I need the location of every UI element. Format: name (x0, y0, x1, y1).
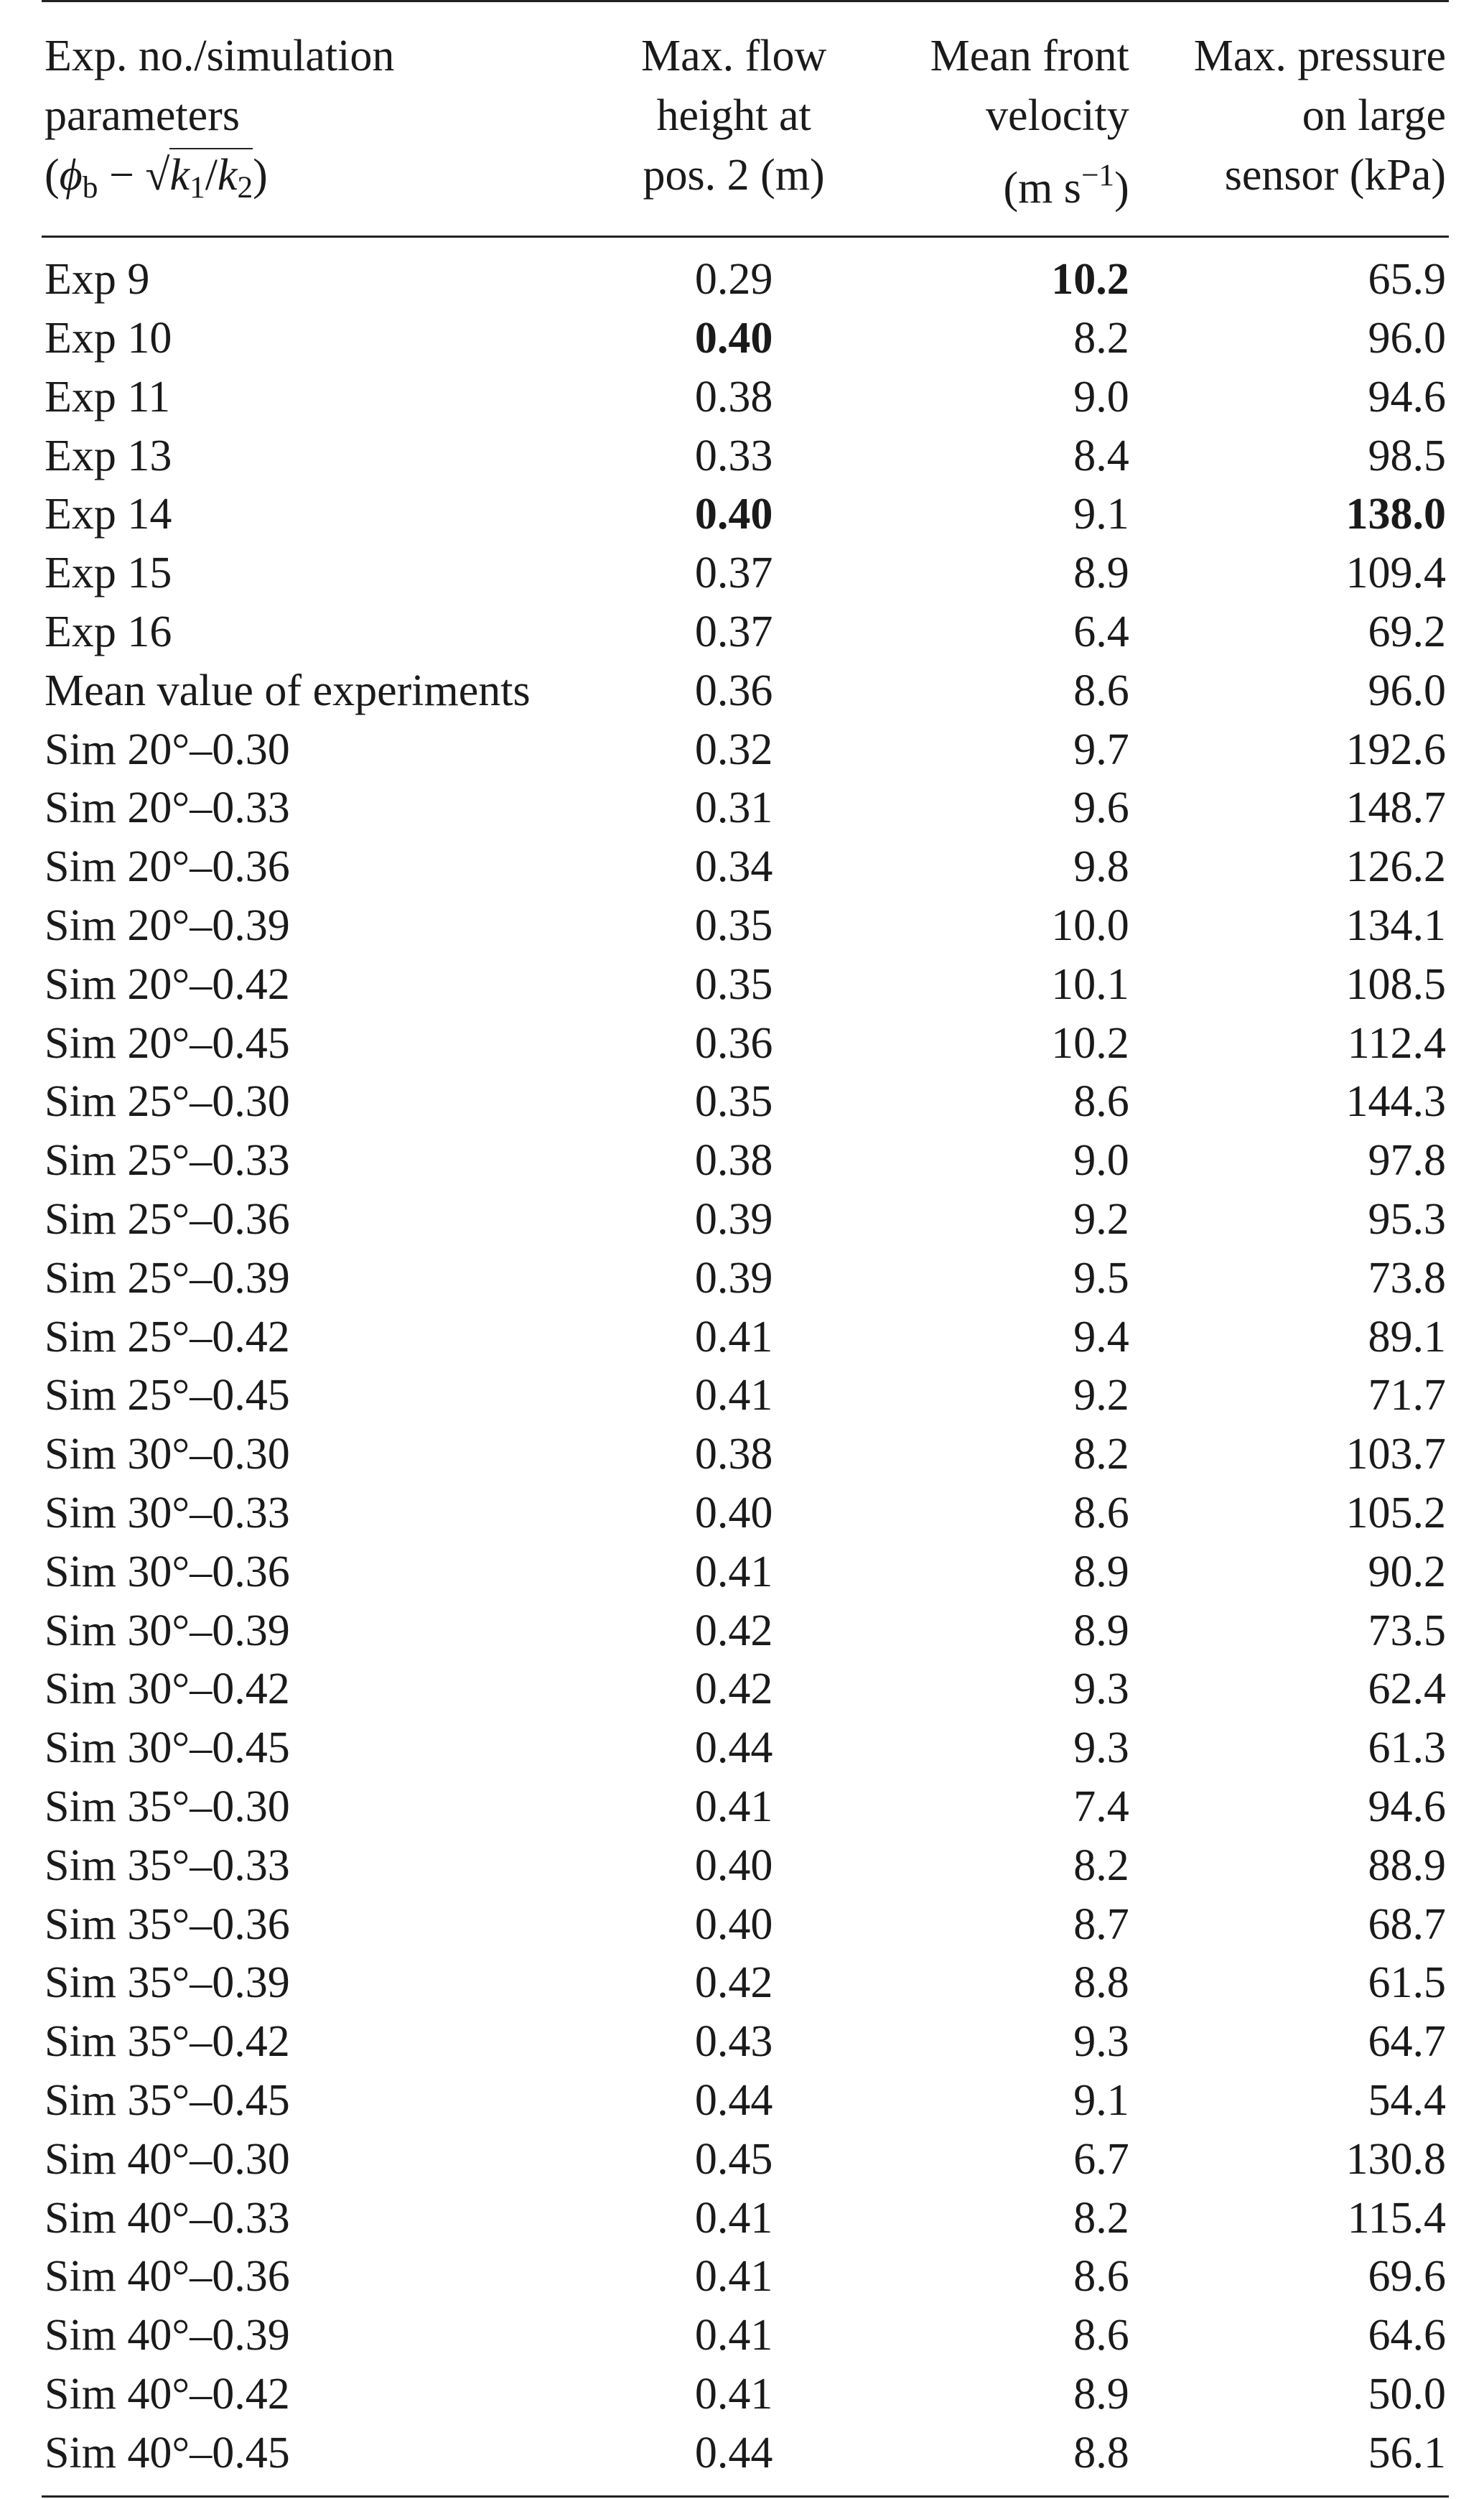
max-pressure-cell: 115.4 (1347, 2193, 1446, 2243)
max-pressure-cell: 94.6 (1368, 372, 1446, 422)
flow-height-cell: 0.37 (694, 549, 773, 598)
header-line: Max. pressure (1193, 32, 1446, 80)
table-row (42, 838, 1449, 897)
row-label-cell: Sim 30°–0.30 (45, 1430, 290, 1479)
table-row (42, 2189, 1449, 2248)
front-velocity-cell: 8.6 (1073, 1077, 1129, 1127)
flow-height-cell: 0.41 (694, 1312, 773, 1362)
table-row (42, 779, 1449, 838)
front-velocity-cell: 10.1 (1051, 959, 1129, 1009)
front-velocity-cell: 9.1 (1073, 2075, 1129, 2125)
front-velocity-cell: 9.1 (1073, 490, 1129, 539)
flow-height-cell: 0.44 (694, 2075, 773, 2125)
table-row (42, 1719, 1449, 1778)
header-max-pressure (1132, 1, 1449, 237)
row-label-cell: Sim 30°–0.45 (45, 1723, 290, 1773)
flow-height-cell: 0.37 (694, 608, 773, 657)
results-table (42, 0, 1449, 2498)
table-row (42, 1660, 1449, 1719)
front-velocity-cell: 9.3 (1073, 1665, 1129, 1714)
max-pressure-cell: 54.4 (1368, 2075, 1446, 2125)
row-label-cell: Sim 35°–0.45 (45, 2075, 290, 2125)
flow-height-cell: 0.41 (694, 1547, 773, 1596)
flow-height-cell: 0.35 (694, 959, 773, 1009)
front-velocity-cell: 9.3 (1073, 1723, 1129, 1773)
table-row (42, 1191, 1449, 1250)
table-row (42, 544, 1449, 603)
front-velocity-cell: 8.2 (1073, 1840, 1129, 1890)
table-row (42, 1954, 1449, 2013)
front-velocity-cell: 8.2 (1073, 314, 1129, 363)
front-velocity-cell: 8.6 (1073, 1488, 1129, 1537)
front-velocity-cell: 8.6 (1073, 666, 1129, 715)
flow-height-cell: 0.41 (694, 2252, 773, 2302)
table-row (42, 236, 1449, 309)
row-label-cell: Sim 25°–0.30 (45, 1077, 290, 1127)
table-row (42, 2424, 1449, 2496)
flow-height-cell: 0.36 (694, 666, 773, 715)
max-pressure-cell: 138.0 (1345, 490, 1446, 539)
table-row (42, 1249, 1449, 1308)
table-row (42, 427, 1449, 485)
max-pressure-cell: 50.0 (1368, 2369, 1446, 2419)
row-label-cell: Sim 20°–0.39 (45, 901, 290, 951)
row-label-cell: Sim 40°–0.36 (45, 2252, 290, 2302)
flow-height-cell: 0.33 (694, 431, 773, 480)
table-row (42, 2307, 1449, 2365)
row-label-cell: Sim 25°–0.39 (45, 1253, 290, 1303)
max-pressure-cell: 96.0 (1368, 314, 1446, 363)
max-pressure-cell: 71.7 (1368, 1371, 1446, 1420)
row-label-cell: Sim 25°–0.42 (45, 1312, 290, 1362)
flow-height-cell: 0.41 (694, 2311, 773, 2360)
row-label-cell: Sim 40°–0.33 (45, 2193, 290, 2243)
table-row (42, 2072, 1449, 2131)
row-label-cell: Exp 11 (45, 372, 171, 422)
row-label-cell: Sim 35°–0.36 (45, 1899, 290, 1949)
max-pressure-cell: 130.8 (1345, 2134, 1446, 2184)
table-row (42, 897, 1449, 956)
table-row (42, 1542, 1449, 1601)
row-label-cell: Exp 10 (45, 314, 172, 363)
table-row (42, 1425, 1449, 1484)
header-row (42, 1, 1449, 237)
header-flow-height (616, 1, 852, 237)
row-label-cell: Sim 30°–0.36 (45, 1547, 290, 1596)
front-velocity-cell: 9.8 (1073, 842, 1129, 892)
header-line: Mean front (930, 32, 1129, 80)
flow-height-cell: 0.40 (694, 314, 773, 363)
table-row (42, 1308, 1449, 1367)
front-velocity-cell: 9.6 (1073, 783, 1129, 833)
row-label-cell: Sim 20°–0.33 (45, 783, 290, 833)
front-velocity-cell: 8.7 (1073, 1899, 1129, 1949)
row-label-cell: Mean value of experiments (45, 666, 531, 715)
row-label-cell: Sim 20°–0.30 (45, 725, 290, 774)
flow-height-cell: 0.38 (694, 1430, 773, 1479)
header-line: pos. 2 (m) (643, 151, 825, 200)
flow-height-cell: 0.31 (694, 783, 773, 833)
flow-height-cell: 0.39 (694, 1253, 773, 1303)
max-pressure-cell: 109.4 (1345, 549, 1446, 598)
max-pressure-cell: 95.3 (1368, 1195, 1446, 1244)
table-row (42, 2130, 1449, 2189)
flow-height-cell: 0.35 (694, 1077, 773, 1127)
row-label-cell: Sim 35°–0.33 (45, 1840, 290, 1890)
flow-height-cell: 0.42 (694, 1958, 773, 2008)
header-line: Max. flow (640, 32, 827, 80)
max-pressure-cell: 148.7 (1345, 783, 1446, 833)
front-velocity-cell: 9.5 (1073, 1253, 1129, 1303)
max-pressure-cell: 88.9 (1368, 1840, 1446, 1890)
front-velocity-cell: 8.9 (1073, 549, 1129, 598)
table-row (42, 661, 1449, 720)
front-velocity-cell: 8.6 (1073, 2311, 1129, 2360)
header-line: Exp. no./simulation (45, 32, 395, 80)
max-pressure-cell: 61.3 (1368, 1723, 1446, 1773)
max-pressure-cell: 64.6 (1368, 2311, 1446, 2360)
table-row (42, 1367, 1449, 1425)
flow-height-cell: 0.38 (694, 372, 773, 422)
table-body (42, 236, 1449, 2496)
row-label-cell: Exp 16 (45, 608, 172, 657)
flow-height-cell: 0.36 (694, 1018, 773, 1068)
max-pressure-cell: 144.3 (1345, 1077, 1446, 1127)
row-label-cell: Sim 20°–0.36 (45, 842, 290, 892)
row-label-cell: Exp 9 (45, 255, 150, 304)
front-velocity-cell: 8.4 (1073, 431, 1129, 480)
table-row (42, 2248, 1449, 2307)
front-velocity-cell: 9.4 (1073, 1312, 1129, 1362)
header-line: on large (1302, 91, 1446, 140)
table-row (42, 955, 1449, 1014)
front-velocity-cell: 9.0 (1073, 372, 1129, 422)
flow-height-cell: 0.41 (694, 2193, 773, 2243)
front-velocity-cell: 9.2 (1073, 1195, 1129, 1244)
row-label-cell: Sim 30°–0.42 (45, 1665, 290, 1714)
table-row (42, 2013, 1449, 2072)
table-row (42, 310, 1449, 368)
flow-height-cell: 0.39 (694, 1195, 773, 1244)
flow-height-cell: 0.44 (694, 1723, 773, 1773)
table-row (42, 485, 1449, 544)
row-label-cell: Sim 35°–0.39 (45, 1958, 290, 2008)
flow-height-cell: 0.34 (694, 842, 773, 892)
header-parameter-formula: $(\phi_b - √k_1/k_2)$ (45, 146, 615, 218)
row-label-cell: Sim 40°–0.39 (45, 2311, 290, 2360)
flow-height-cell: 0.42 (694, 1665, 773, 1714)
front-velocity-cell: 6.7 (1073, 2134, 1129, 2184)
front-velocity-cell: 9.7 (1073, 725, 1129, 774)
table-row (42, 603, 1449, 662)
max-pressure-cell: 97.8 (1368, 1136, 1446, 1186)
max-pressure-cell: 89.1 (1368, 1312, 1446, 1362)
max-pressure-cell: 68.7 (1368, 1899, 1446, 1949)
flow-height-cell: 0.38 (694, 1136, 773, 1186)
max-pressure-cell: 56.1 (1132, 2424, 1449, 2496)
max-pressure-cell: 64.7 (1368, 2017, 1446, 2067)
table-row (42, 1778, 1449, 1837)
front-velocity-cell: 8.8 (852, 2424, 1132, 2496)
header-experiment (42, 1, 616, 237)
flow-height-cell: 0.35 (694, 901, 773, 951)
row-label-cell: Sim 20°–0.45 (45, 1018, 290, 1068)
row-label-cell: Sim 40°–0.30 (45, 2134, 290, 2184)
front-velocity-cell: 7.4 (1073, 1782, 1129, 1831)
max-pressure-cell: 108.5 (1345, 959, 1446, 1009)
max-pressure-cell: 103.7 (1345, 1430, 1446, 1479)
front-velocity-cell: 8.8 (1073, 1958, 1129, 2008)
header-velocity-unit: (m $s^{-1}$) (1003, 158, 1129, 213)
front-velocity-cell: 8.2 (1073, 1430, 1129, 1479)
table-row (42, 1895, 1449, 1954)
max-pressure-cell: 69.2 (1368, 608, 1446, 657)
row-label-cell: Sim 40°–0.42 (45, 2369, 290, 2419)
header-front-velocity (852, 1, 1132, 237)
front-velocity-cell: 9.2 (1073, 1371, 1129, 1420)
flow-height-cell: 0.43 (694, 2017, 773, 2067)
max-pressure-cell: 62.4 (1368, 1665, 1446, 1714)
row-label-cell: Sim 35°–0.30 (45, 1782, 290, 1831)
flow-height-cell: 0.40 (694, 490, 773, 539)
header-line: parameters (45, 91, 240, 140)
max-pressure-cell: 69.6 (1368, 2252, 1446, 2302)
row-label-cell: Exp 13 (45, 431, 172, 480)
row-label-cell: Sim 20°–0.42 (45, 959, 290, 1009)
flow-height-cell: 0.41 (694, 1371, 773, 1420)
table-row (42, 1132, 1449, 1191)
table-row (42, 720, 1449, 779)
row-label-cell: Sim 30°–0.39 (45, 1606, 290, 1655)
max-pressure-cell: 90.2 (1368, 1547, 1446, 1596)
max-pressure-cell: 96.0 (1368, 666, 1446, 715)
table-header (42, 1, 1449, 237)
table-row (42, 1484, 1449, 1543)
flow-height-cell: 0.42 (694, 1606, 773, 1655)
flow-height-cell: 0.40 (694, 1488, 773, 1537)
row-label-cell: Exp 15 (45, 549, 172, 598)
front-velocity-cell: 8.2 (1073, 2193, 1129, 2243)
flow-height-cell: 0.32 (694, 725, 773, 774)
front-velocity-cell: 9.3 (1073, 2017, 1129, 2067)
table-row (42, 1073, 1449, 1132)
max-pressure-cell: 73.8 (1368, 1253, 1446, 1303)
table-row (42, 1014, 1449, 1073)
header-line: height at (656, 91, 811, 140)
front-velocity-cell: 10.0 (1051, 901, 1129, 951)
front-velocity-cell: 10.2 (1051, 255, 1129, 304)
flow-height-cell: 0.44 (616, 2424, 852, 2496)
max-pressure-cell: 192.6 (1345, 725, 1446, 774)
flow-height-cell: 0.40 (694, 1840, 773, 1890)
max-pressure-cell: 73.5 (1368, 1606, 1446, 1655)
flow-height-cell: 0.41 (694, 1782, 773, 1831)
flow-height-cell: 0.45 (694, 2134, 773, 2184)
front-velocity-cell: 9.0 (1073, 1136, 1129, 1186)
max-pressure-cell: 134.1 (1345, 901, 1446, 951)
max-pressure-cell: 105.2 (1345, 1488, 1446, 1537)
header-line: velocity (986, 91, 1129, 140)
flow-height-cell: 0.40 (694, 1899, 773, 1949)
row-label-cell: Sim 25°–0.45 (45, 1371, 290, 1420)
table-row (42, 368, 1449, 427)
table-row (42, 2365, 1449, 2424)
front-velocity-cell: 6.4 (1073, 608, 1129, 657)
row-label-cell: Sim 40°–0.45 (42, 2424, 616, 2496)
flow-height-cell: 0.29 (694, 255, 773, 304)
flow-height-cell: 0.41 (694, 2369, 773, 2419)
max-pressure-cell: 65.9 (1368, 255, 1446, 304)
max-pressure-cell: 112.4 (1347, 1018, 1446, 1068)
table-row (42, 1601, 1449, 1660)
max-pressure-cell: 98.5 (1368, 431, 1446, 480)
front-velocity-cell: 8.9 (1073, 2369, 1129, 2419)
header-line: sensor (kPa) (1224, 151, 1446, 200)
front-velocity-cell: 10.2 (1051, 1018, 1129, 1068)
row-label-cell: Sim 25°–0.36 (45, 1195, 290, 1244)
max-pressure-cell: 61.5 (1368, 1958, 1446, 2008)
row-label-cell: Sim 30°–0.33 (45, 1488, 290, 1537)
front-velocity-cell: 8.6 (1073, 2252, 1129, 2302)
table-row (42, 1836, 1449, 1895)
max-pressure-cell: 94.6 (1368, 1782, 1446, 1831)
row-label-cell: Exp 14 (45, 490, 172, 539)
max-pressure-cell: 126.2 (1345, 842, 1446, 892)
row-label-cell: Sim 35°–0.42 (45, 2017, 290, 2067)
front-velocity-cell: 8.9 (1073, 1547, 1129, 1596)
row-label-cell: Sim 25°–0.33 (45, 1136, 290, 1186)
front-velocity-cell: 8.9 (1073, 1606, 1129, 1655)
